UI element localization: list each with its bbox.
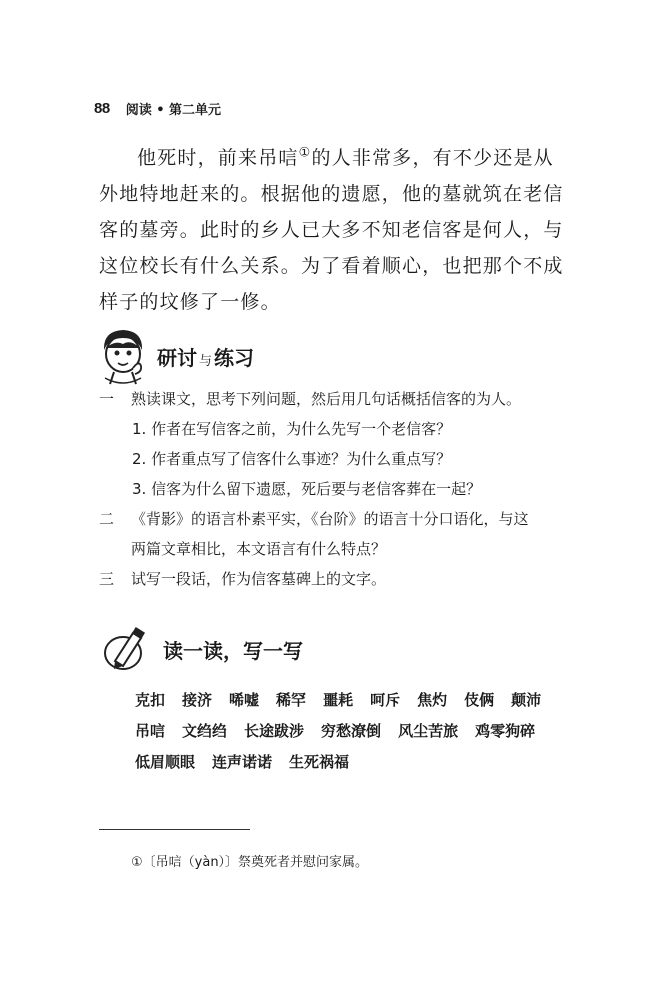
vocab-word: 吊唁 xyxy=(135,722,166,740)
vocab-word: 风尘苦旅 xyxy=(398,722,459,740)
footnote-divider xyxy=(99,829,250,830)
body-text xyxy=(99,140,569,320)
vocab-word: 伎俩 xyxy=(464,691,495,709)
vocab-word: 噩耗 xyxy=(323,691,354,709)
vocab-word: 稀罕 xyxy=(276,691,307,709)
vocab-row xyxy=(135,716,575,747)
student-thinking-icon xyxy=(97,326,149,386)
vocab-word: 接济 xyxy=(182,691,213,709)
vocab-word: 克扣 xyxy=(135,691,166,709)
vocab-word: 焦灼 xyxy=(417,691,448,709)
exercise-item xyxy=(99,564,569,594)
vocab-section-header xyxy=(103,625,303,673)
title-connector: 与 xyxy=(199,353,213,369)
body-paragraph xyxy=(99,140,569,320)
page-header xyxy=(94,97,221,119)
exercise-number: 一 xyxy=(99,390,115,408)
exercise-subquestion: 3. 信客为什么留下遗愿，死后要与老信客葬在一起？ xyxy=(132,480,482,498)
vocab-word: 低眉顺眼 xyxy=(135,753,196,771)
exercise-subquestion: 2. 作者重点写了信客什么事迹？为什么重点写？ xyxy=(132,450,452,468)
vocab-word: 唏嘘 xyxy=(229,691,260,709)
exercise-item xyxy=(99,384,569,414)
exercise-text: 熟读课文，思考下列问题，然后用几句话概括信客的为人。 xyxy=(131,390,522,408)
vocab-word: 颠沛 xyxy=(511,691,542,709)
discussion-section-header xyxy=(97,326,254,386)
vocab-word: 文绉绉 xyxy=(182,722,228,740)
vocab-row xyxy=(135,747,575,778)
exercise-number: 二 xyxy=(99,510,115,528)
vocab-section-title: 读一读，写一写 xyxy=(163,638,303,663)
footnote: ①〔吊唁（yàn）〕祭奠死者并慰问家属。 xyxy=(131,855,369,870)
vocab-word: 生死祸福 xyxy=(289,753,350,771)
vocab-word: 连声诺诺 xyxy=(212,753,273,771)
discussion-section-title xyxy=(157,342,254,371)
title-part-1: 研讨 xyxy=(157,345,197,370)
vocab-word: 长途跋涉 xyxy=(244,722,305,740)
vocab-word: 穷愁潦倒 xyxy=(321,722,382,740)
exercise-text: 《背影》的语言朴素平实，《台阶》的语言十分口语化，与这 xyxy=(131,510,529,528)
exercise-continuation: 两篇文章相比，本文语言有什么特点？ xyxy=(131,540,387,558)
exercise-item xyxy=(99,504,569,534)
vocab-word: 呵斥 xyxy=(370,691,401,709)
title-part-2: 练习 xyxy=(214,345,255,370)
footnote-marker: ① xyxy=(298,145,312,161)
vocab-word: 鸡零狗碎 xyxy=(475,722,536,740)
exercise-subquestion: 1. 作者在写信客之前，为什么先写一个老信客？ xyxy=(132,420,452,438)
exercise-number: 三 xyxy=(99,570,115,588)
vocabulary-list xyxy=(135,685,575,778)
exercise-text: 试写一段话，作为信客墓碑上的文字。 xyxy=(131,570,387,588)
paragraph-part-2: 的人非常多，有不少还是从外地特地赶来的。根据他的遗愿，他的墓就筑在老信客的墓旁。此时的乡人已大多不知老信客是何人，与这位校长有什么关系。为了看着顺心，也把那个不成样子的坟修了一修。 xyxy=(99,147,564,313)
vocab-row xyxy=(135,685,575,716)
page-number: 88 xyxy=(94,99,110,117)
paragraph-part-1: 他死时，前来吊唁 xyxy=(137,147,299,169)
running-title: 阅读 • 第二单元 xyxy=(125,102,222,118)
pencil-icon xyxy=(103,625,149,673)
exercise-list xyxy=(99,384,569,594)
